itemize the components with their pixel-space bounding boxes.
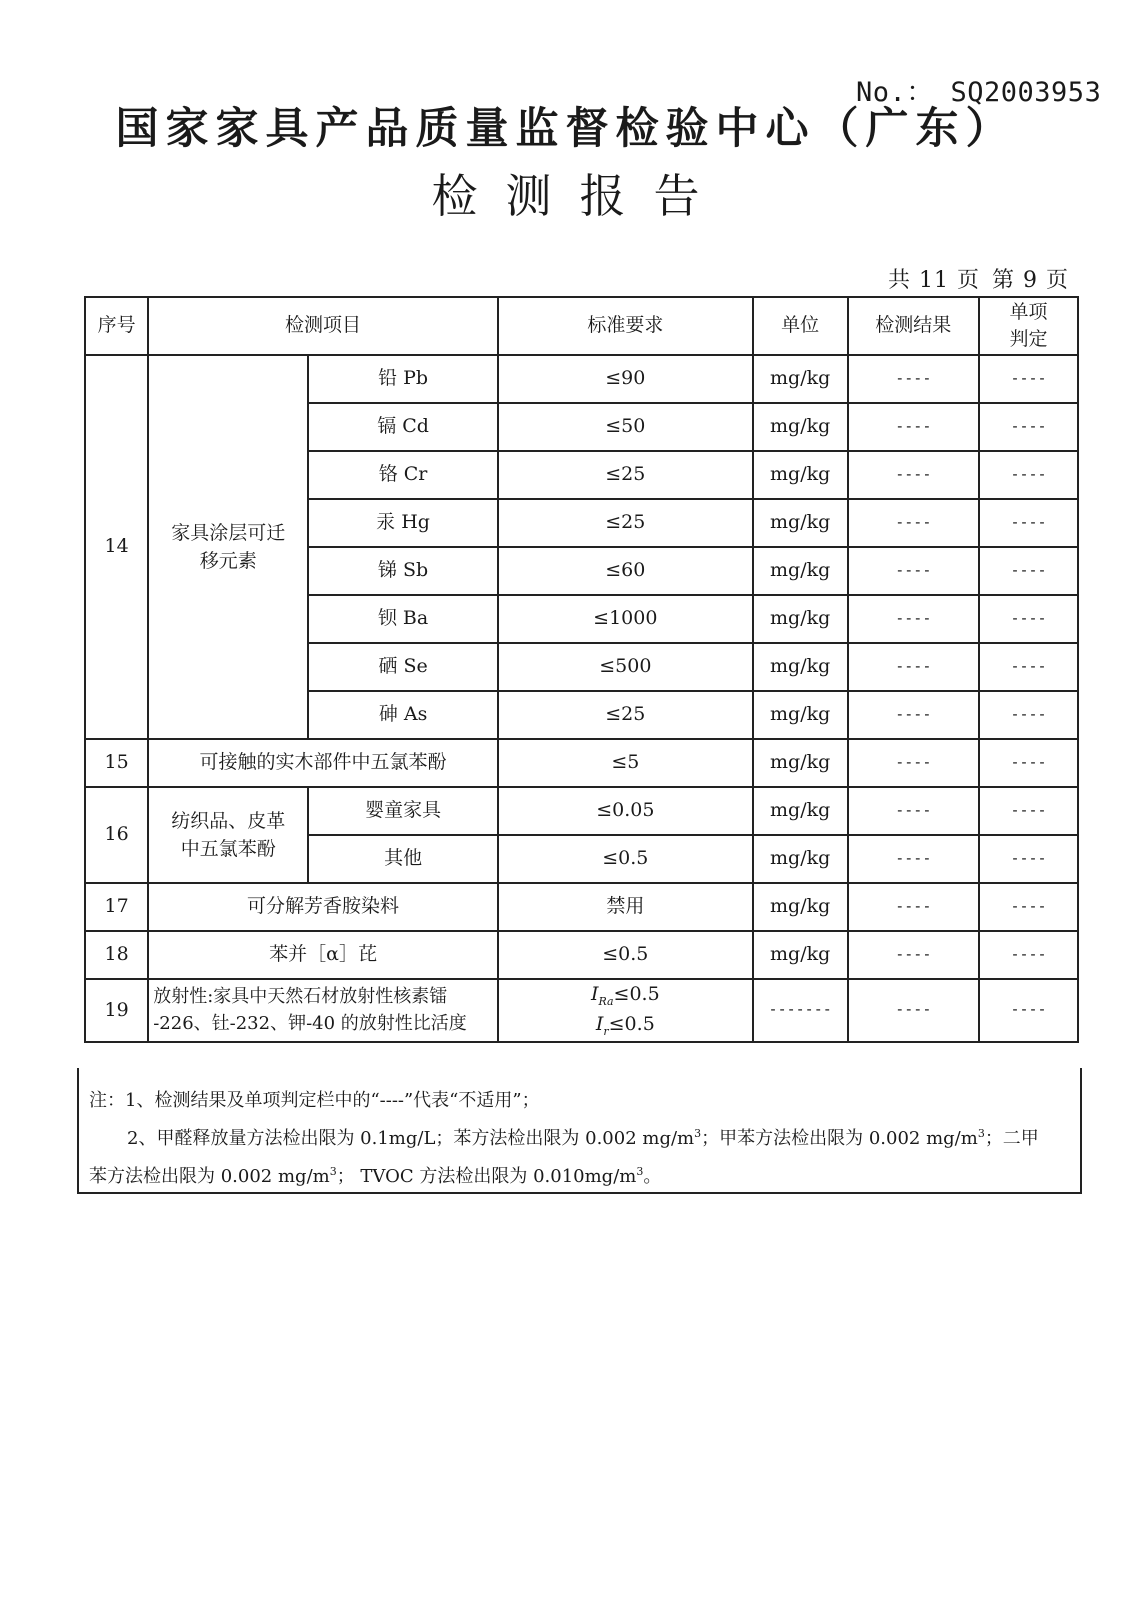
row14-unit-hg: mg/kg [753, 499, 848, 547]
row16-subitem-other: 其他 [308, 835, 498, 883]
row16-result-infant: ---- [848, 787, 980, 835]
row14-req-cr: ≤25 [498, 451, 753, 499]
header-result: 检测结果 [848, 297, 980, 355]
note-3 [89, 1155, 1066, 1193]
note-2-text-c: ；二甲 [984, 1128, 1039, 1149]
row14-judge-pb: ---- [979, 355, 1078, 403]
row14-unit-cd: mg/kg [753, 403, 848, 451]
row19-req-r-value: ≤0.5 [608, 1013, 655, 1036]
row14-judge-cr: ---- [979, 451, 1078, 499]
row14-subitem-ba: 钡 Ba [308, 595, 498, 643]
note-3-sup-b: 3 [636, 1165, 644, 1178]
row19-req-r-sub: r [603, 1025, 609, 1039]
note-3-sup-a: 3 [329, 1165, 337, 1178]
row17-unit: mg/kg [753, 883, 848, 931]
row14-item-label: 家具涂层可迁移元素 [171, 521, 286, 572]
row18-judge: ---- [979, 931, 1078, 979]
page-current: 第 9 页 [991, 268, 1069, 293]
row14-unit-cr: mg/kg [753, 451, 848, 499]
header-unit: 单位 [753, 297, 848, 355]
row14-judge-hg: ---- [979, 499, 1078, 547]
row14-judge-ba: ---- [979, 595, 1078, 643]
row14-result-cd: ---- [848, 403, 980, 451]
row14-unit-as: mg/kg [753, 691, 848, 739]
row19-req-ra [503, 980, 748, 1010]
row14-req-hg: ≤25 [498, 499, 753, 547]
row17-judge: ---- [979, 883, 1078, 931]
row14-req-sb: ≤60 [498, 547, 753, 595]
organization-title: 国家家具产品质量监督检验中心（广东） [115, 104, 1016, 154]
row19-req-ra-value: ≤0.5 [613, 983, 660, 1005]
row15-unit: mg/kg [753, 739, 848, 787]
row15-result: ---- [848, 739, 980, 787]
row14-unit-pb: mg/kg [753, 355, 848, 403]
row19-req-ra-symbol: I [590, 983, 599, 1005]
results-table [84, 296, 1079, 1043]
row19-seq: 19 [85, 979, 148, 1042]
note-2 [89, 1117, 1066, 1155]
row15-judge: ---- [979, 739, 1078, 787]
row14-subitem-se: 硒 Se [308, 643, 498, 691]
row16-item [148, 787, 308, 883]
row14-subitem-as: 砷 As [308, 691, 498, 739]
note-1: 注：1、检测结果及单项判定栏中的“----”代表“不适用”； [89, 1090, 540, 1111]
row14-subitem-pb: 铅 Pb [308, 355, 498, 403]
row14-req-pb: ≤90 [498, 355, 753, 403]
table-row [85, 787, 1078, 835]
header-requirement: 标准要求 [498, 297, 753, 355]
row14-req-cd: ≤50 [498, 403, 753, 451]
note-3-text-c: 。 [643, 1166, 662, 1187]
row14-judge-sb: ---- [979, 547, 1078, 595]
row17-seq: 17 [85, 883, 148, 931]
row16-judge-other: ---- [979, 835, 1078, 883]
header-judgement [979, 297, 1078, 355]
note-3-text-b: ； TVOC 方法检出限为 0.010mg/m [336, 1166, 637, 1187]
row15-seq: 15 [85, 739, 148, 787]
row14-result-ba: ---- [848, 595, 980, 643]
row15-item: 可接触的实木部件中五氯苯酚 [148, 739, 498, 787]
table-row [85, 931, 1078, 979]
row19-result: ---- [848, 979, 980, 1042]
row14-subitem-cd: 镉 Cd [308, 403, 498, 451]
row14-unit-sb: mg/kg [753, 547, 848, 595]
row14-subitem-cr: 铬 Cr [308, 451, 498, 499]
row14-req-se: ≤500 [498, 643, 753, 691]
table-row [85, 883, 1078, 931]
note-2-text-b: ；甲苯方法检出限为 0.002 mg/m [701, 1128, 978, 1149]
row17-item: 可分解芳香胺染料 [148, 883, 498, 931]
row16-req-other: ≤0.5 [498, 835, 753, 883]
row14-subitem-hg: 汞 Hg [308, 499, 498, 547]
note-2-sup-b: 3 [977, 1127, 985, 1140]
row16-result-other: ---- [848, 835, 980, 883]
table-row [85, 739, 1078, 787]
row19-unit: ------- [753, 979, 848, 1042]
row16-item-label: 纺织品、皮革中五氯苯酚 [171, 809, 286, 860]
row16-unit-other: mg/kg [753, 835, 848, 883]
row16-unit-infant: mg/kg [753, 787, 848, 835]
row19-req-ra-sub: Ra [598, 994, 614, 1008]
row18-req: ≤0.5 [498, 931, 753, 979]
row14-unit-ba: mg/kg [753, 595, 848, 643]
note-3-text-a: 苯方法检出限为 0.002 mg/m [89, 1166, 330, 1187]
row16-judge-infant: ---- [979, 787, 1078, 835]
row14-result-sb: ---- [848, 547, 980, 595]
header-item: 检测项目 [148, 297, 498, 355]
row14-result-cr: ---- [848, 451, 980, 499]
row19-item [148, 979, 498, 1042]
row18-unit: mg/kg [753, 931, 848, 979]
row19-req-r-symbol: I [595, 1013, 604, 1036]
row14-seq: 14 [85, 355, 148, 739]
row14-req-as: ≤25 [498, 691, 753, 739]
row14-judge-se: ---- [979, 643, 1078, 691]
row19-req-r [503, 1010, 748, 1040]
header-seq: 序号 [85, 297, 148, 355]
note-2-text-a: 2、甲醛释放量方法检出限为 0.1mg/L；苯方法检出限为 0.002 mg/m [127, 1128, 695, 1149]
row19-req [498, 979, 753, 1042]
row14-result-pb: ---- [848, 355, 980, 403]
row14-judge-cd: ---- [979, 403, 1078, 451]
notes-box [77, 1068, 1082, 1194]
row17-result: ---- [848, 883, 980, 931]
row18-item: 苯并［α］芘 [148, 931, 498, 979]
row17-req: 禁用 [498, 883, 753, 931]
row14-result-hg: ---- [848, 499, 980, 547]
header-row [85, 297, 1078, 355]
row14-unit-se: mg/kg [753, 643, 848, 691]
row16-req-infant: ≤0.05 [498, 787, 753, 835]
row19-judge: ---- [979, 979, 1078, 1042]
page-total: 共 11 页 [888, 268, 980, 293]
row18-seq: 18 [85, 931, 148, 979]
report-title: 检测报告 [431, 169, 728, 223]
row14-subitem-sb: 锑 Sb [308, 547, 498, 595]
header-judgement-label: 单项判定 [1009, 301, 1048, 350]
row14-result-se: ---- [848, 643, 980, 691]
row18-result: ---- [848, 931, 980, 979]
row14-req-ba: ≤1000 [498, 595, 753, 643]
row16-seq: 16 [85, 787, 148, 883]
row15-req: ≤5 [498, 739, 753, 787]
row14-judge-as: ---- [979, 691, 1078, 739]
row14-item [148, 355, 308, 739]
table-row [85, 979, 1078, 1042]
note-2-sup-a: 3 [694, 1127, 702, 1140]
row19-item-line2: -226、钍-232、钾-40 的放射性比活度 [153, 1013, 467, 1035]
row19-item-line1: 放射性:家具中天然石材放射性核素镭 [153, 986, 448, 1008]
page-info [888, 263, 1073, 294]
report-number: No.： SQ2003953 [856, 77, 1102, 108]
row16-subitem-infant: 婴童家具 [308, 787, 498, 835]
table-row [85, 355, 1078, 403]
row14-result-as: ---- [848, 691, 980, 739]
